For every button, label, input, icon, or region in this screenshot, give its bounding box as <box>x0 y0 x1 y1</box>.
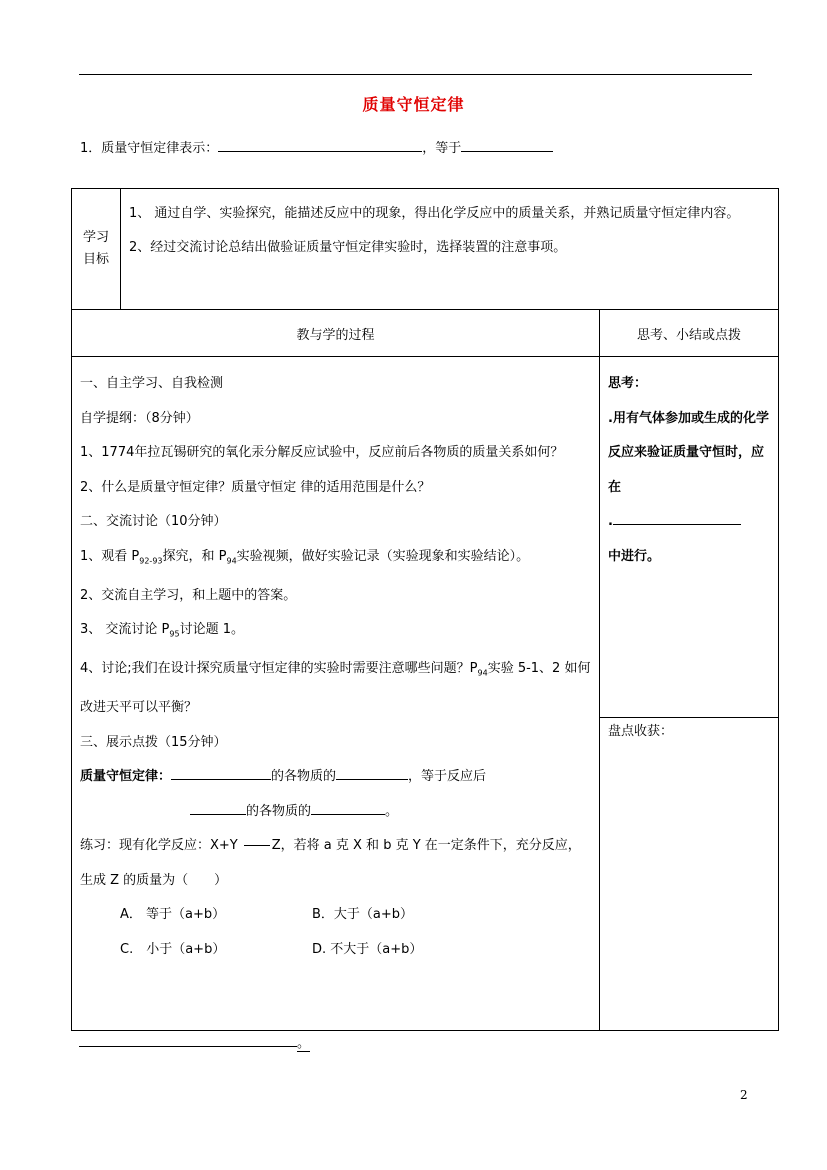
law-blank-4 <box>311 800 385 815</box>
discussion-3-a: 3、 交流讨论 P <box>80 622 170 638</box>
law-end: 。 <box>385 803 399 819</box>
think-dot: . <box>608 514 613 529</box>
definition-mid: ，等于 <box>422 141 462 156</box>
discussion-3-b: 讨论题 1。 <box>179 622 244 638</box>
discussion-4-page: 94 <box>477 668 488 678</box>
option-b: B．大于（a+b） <box>312 907 414 923</box>
discussion-4 <box>80 652 593 726</box>
goal-item-2: 2、经过交流讨论总结出做验证质量守恒定律实验时，选择装置的注意事项。 <box>129 240 567 255</box>
question-1: 1、1774年拉瓦锡研究的氧化汞分解反应试验中，反应前后各物质的质量关系如何？ <box>80 445 564 460</box>
options-row-1 <box>80 898 593 933</box>
page-title: 质量守恒定律 <box>362 95 465 114</box>
option-a: A． 等于（a+b） <box>120 907 226 923</box>
head-row <box>72 310 779 357</box>
goals-label-cell <box>72 189 121 310</box>
exercise-b: 若将 a 克 X 和 b 克 Y 在一定条件下，充分反应，生成 Z 的质量为（ ） <box>80 838 581 888</box>
exercise <box>80 829 593 898</box>
process-header: 教与学的过程 <box>72 310 600 357</box>
options-row-2 <box>80 933 593 968</box>
exercise-a: 练习：现有化学反应：X+Y <box>80 838 238 854</box>
option-d: D. 不大于（a+b） <box>312 941 423 957</box>
goals-text-cell <box>121 189 779 310</box>
discussion-1-page-2: 94 <box>226 556 237 566</box>
law-mid-2: ，等于反应后 <box>408 769 487 785</box>
law-mid-1: 的各物质的 <box>271 769 337 785</box>
law-blank-3 <box>190 800 246 815</box>
section-3-title: 三、展示点拨（15分钟） <box>80 734 227 750</box>
goal-item-1: 1、 通过自学、实验探究，能描述反应中的现象，得出化学反应中的质量关系，并熟记质量守恒定律内容。 <box>129 206 740 221</box>
think-blank <box>613 510 741 525</box>
goals-label-2: 目标 <box>82 252 109 267</box>
main-row-1 <box>72 357 779 718</box>
header-rule <box>79 74 752 75</box>
definition-line <box>80 137 553 156</box>
footer-blank <box>79 1032 297 1047</box>
goals-label-1: 学习 <box>82 230 109 245</box>
discussion-3-page: 95 <box>169 629 180 639</box>
exercise-product: Z， <box>271 838 294 854</box>
summary-cell <box>600 718 779 1031</box>
discussion-4-a: 4、讨论;我们在设计探究质量守恒定律的实验时需要注意哪些问题？P <box>80 661 478 677</box>
think-text: .用有气体参加或生成的化学反应来验证质量守恒时，应在 <box>608 410 769 495</box>
definition-number: 1． <box>80 141 102 156</box>
law-label: 质量守恒定律： <box>80 769 172 785</box>
discussion-1-b: 探究，和 P <box>162 548 227 564</box>
think-header: 思考、小结或点拨 <box>600 310 779 357</box>
footer-end: 。 <box>297 1036 311 1051</box>
question-2: 2、什么是质量守恒定律？质量守恒定 律的适用范围是什么？ <box>80 479 431 495</box>
summary-label: 盘点收获： <box>608 724 674 739</box>
think-cell <box>600 357 779 718</box>
law-blank-2 <box>336 765 408 780</box>
discussion-2: 2、交流自主学习，和上题中的答案。 <box>80 587 297 603</box>
process-cell <box>72 357 600 1031</box>
discussion-1-a: 1、观看 P <box>80 548 140 564</box>
lesson-table <box>71 188 779 1031</box>
definition-prefix: 质量守恒定律表示： <box>101 141 219 156</box>
law-line-1 <box>80 760 593 795</box>
section-1-title: 一、自主学习、自我检测 <box>80 376 224 391</box>
section-2-title: 二、交流讨论（10分钟） <box>80 514 227 529</box>
section-1-outline: 自学提纲：（8分钟） <box>80 410 199 426</box>
law-line-2 <box>80 795 593 830</box>
discussion-1-c: 实验视频，做好实验记录（实验现象和实验结论）。 <box>236 548 530 564</box>
page-number: 2 <box>740 1088 748 1102</box>
think-end: 中进行。 <box>608 548 661 564</box>
option-c: C. 小于（a+b） <box>120 941 226 957</box>
definition-blank-2 <box>461 139 553 152</box>
think-label: 思考： <box>608 376 648 391</box>
discussion-3 <box>80 613 593 652</box>
discussion-4-b: 实验 5-1、2 如何改进天平可以平衡？ <box>80 661 591 716</box>
think-blank-line <box>608 505 772 540</box>
discussion-1-page-1: 92-93 <box>139 556 163 566</box>
discussion-1 <box>80 540 593 579</box>
law-blank-1 <box>171 765 271 780</box>
law-mid-3: 的各物质的 <box>246 803 312 819</box>
definition-blank-1 <box>218 139 422 152</box>
goals-row <box>72 189 779 310</box>
footer-line <box>79 1032 310 1051</box>
